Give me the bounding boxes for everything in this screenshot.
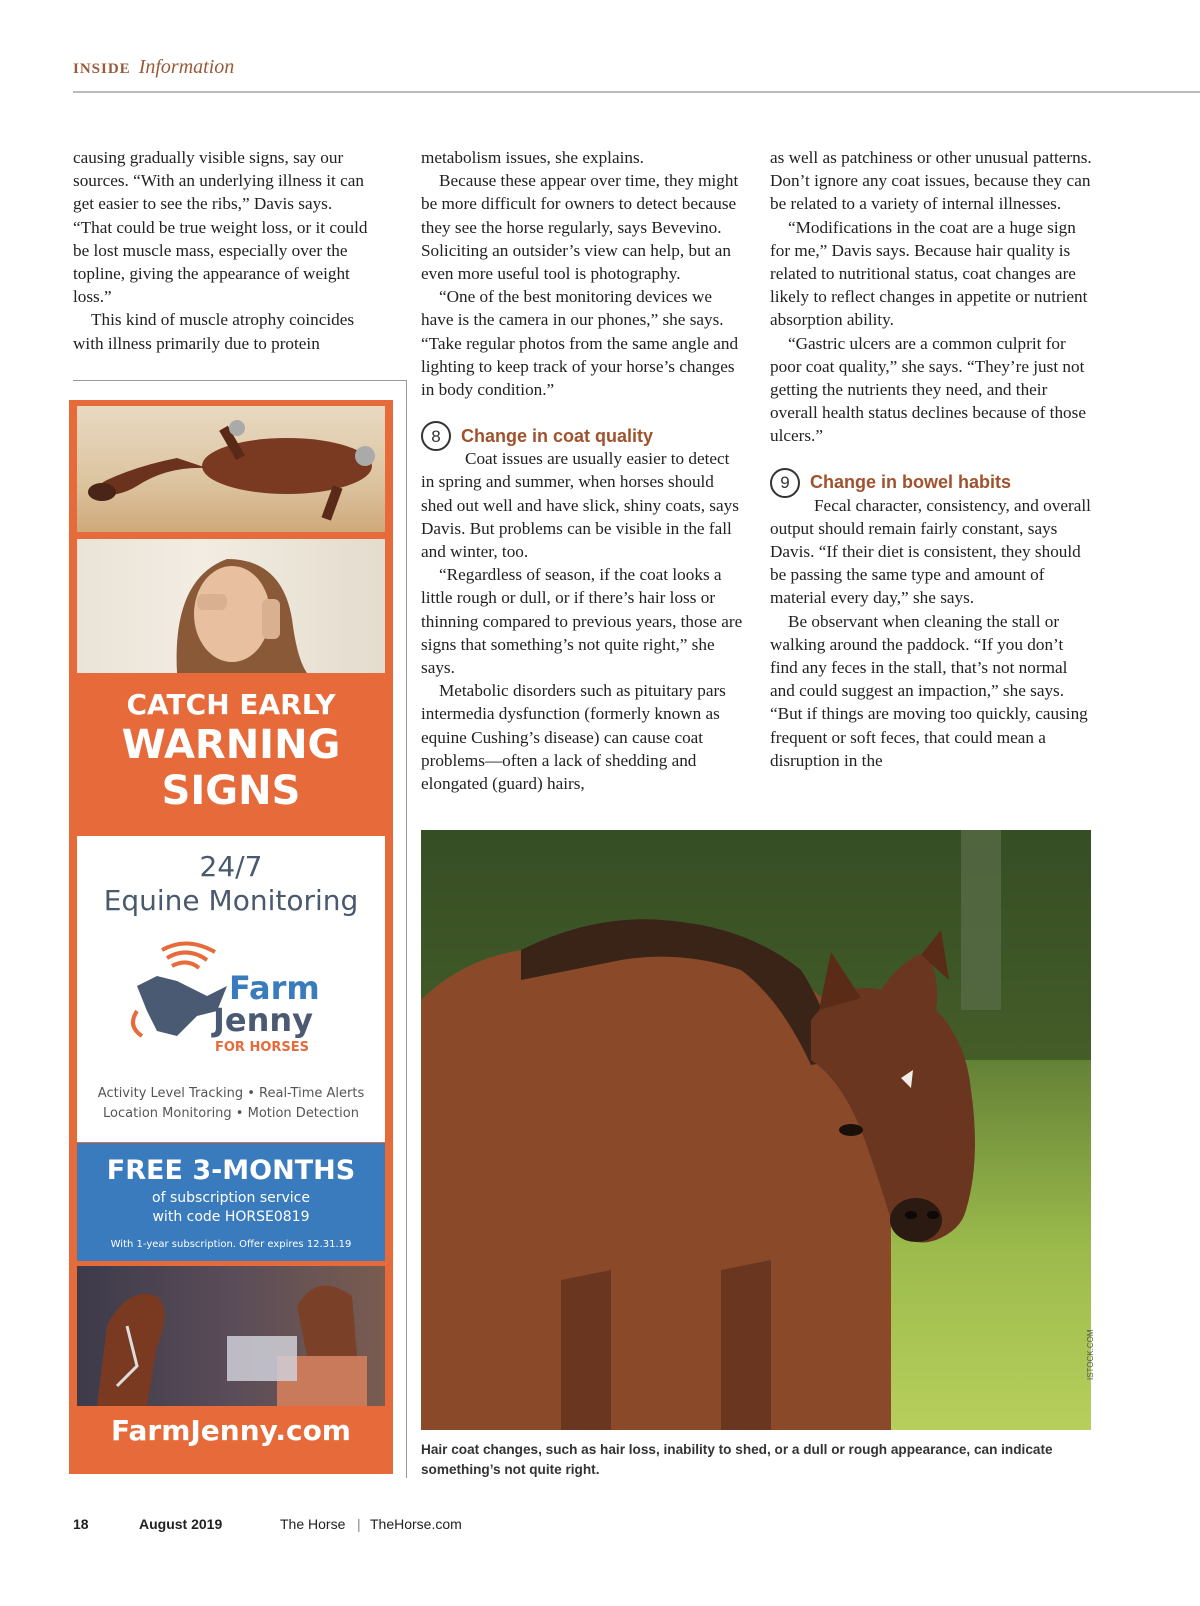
ad-offer-code: with code HORSE0819 (152, 1209, 310, 1225)
paragraph: “Modifications in the coat are a huge sign for me,” Davis says. Because hair quality is related to nutritional status, coat changes are likely to reflect changes in appetite or nutrient absorption ability. (770, 217, 1088, 330)
ad-feature-line: Location Monitoring • Motion Detection (103, 1106, 359, 1121)
horse-coat-photo (421, 830, 1091, 1430)
article-column-2 (421, 146, 743, 795)
farmjenny-logo (117, 936, 357, 1066)
brand-name-2: Jenny (213, 1001, 314, 1039)
article-column-1 (73, 146, 373, 355)
section-number-badge: 8 (421, 421, 451, 451)
worried-woman-photo (77, 539, 385, 673)
section-label: INSIDE (73, 61, 131, 77)
paragraph: “One of the best monitoring devices we have is the camera in our phones,” she says. “Take regular photos from the same angle and lighting to keep track of your horse’s changes in body condition.” (421, 287, 739, 400)
section-header (73, 56, 234, 79)
rolling-horse-photo (77, 406, 385, 532)
brand-tagline: FOR HORSES (215, 1040, 310, 1055)
horse-and-woman-photo (77, 1266, 385, 1406)
section-title: Change in coat quality (461, 425, 654, 446)
farmjenny-advertisement[interactable] (69, 400, 393, 1474)
ad-headline (69, 688, 393, 814)
brand-name-1: Farm (229, 969, 320, 1007)
ad-feature-line: Activity Level Tracking • Real-Time Alerts (97, 1086, 365, 1101)
section-number-badge: 9 (770, 468, 800, 498)
ad-offer-line: of subscription service (152, 1190, 310, 1206)
page-number: 18 (73, 1516, 89, 1532)
paragraph: metabolism issues, she explains. (421, 148, 644, 167)
ad-offer-panel (77, 1143, 385, 1261)
ad-offer-title: FREE 3-MONTHS (106, 1155, 356, 1186)
article-column-3 (770, 146, 1092, 772)
paragraph: Fecal character, consistency, and overall output should remain fairly constant, says Davis. “If their diet is consistent, they should be passing the same type and amount of material every day,” she says. (770, 495, 1091, 608)
ad-monitoring-title (77, 850, 385, 918)
ad-divider (406, 380, 407, 1478)
paragraph: Be observant when cleaning the stall or walking around the paddock. “If you don’t find any feces in the stall, that’s not normal and could suggest an impaction,” she says. “But if things are moving too quickly, causing frequent or soft feces, that could mean a disruption in the (770, 611, 1088, 770)
ad-feature-list (77, 1084, 385, 1124)
paragraph: as well as patchiness or other unusual patterns. Don’t ignore any coat issues, because they can be related to a variety of internal illnesses. (770, 148, 1092, 214)
photo-caption: Hair coat changes, such as hair loss, inability to shed, or a dull or rough appearance, can indicate something’s not quite right. (421, 1442, 1053, 1477)
paragraph: causing gradually visible signs, say our sources. “With an underlying illness it can get easier to see the ribs,” Davis says. “That could be true weight loss, or it could be lost muscle mass, especially over the topline, giving the appearance of weight loss.” (73, 148, 368, 307)
paragraph: Metabolic disorders such as pituitary pars intermedia dysfunction (formerly known as equine Cushing’s disease) can cause coat problems—often a lack of shedding and elongated (guard) hairs, (421, 681, 726, 794)
section-title: Change in bowel habits (810, 472, 1012, 493)
ad-product-panel (77, 836, 385, 1142)
ad-offer-subtitle (77, 1189, 385, 1227)
ad-headline-line: CATCH EARLY (126, 688, 336, 721)
paragraph: “Gastric ulcers are a common culprit for poor coat quality,” she says. “They’re just not getting the nutrients they need, and their overall health status declines because of those ulcers.” (770, 333, 1086, 446)
ad-website-link[interactable]: FarmJenny.com (111, 1414, 351, 1447)
ad-headline-line: SIGNS (161, 768, 301, 814)
photo-credit: ISTOCK.COM (1086, 1329, 1095, 1380)
ad-monitor-hours: 24/7 (199, 850, 263, 883)
ad-headline-line: WARNING (121, 722, 341, 768)
paragraph: Because these appear over time, they might be more difficult for owners to detect because they see the horse regularly, says Bevevino. Soliciting an outsider’s view can help, but an even more useful tool is photography. (421, 171, 739, 284)
magazine-name: The Horse (280, 1516, 346, 1532)
footer-separator: | (357, 1516, 361, 1532)
header-rule (73, 91, 1200, 93)
section-script-label: Information (138, 56, 235, 78)
paragraph: Coat issues are usually easier to detect in spring and summer, when horses should shed out well and have slick, shiny coats, says Davis. But problems can be visible in the fall and winter, too. (421, 449, 739, 562)
ad-monitor-label: Equine Monitoring (103, 884, 359, 917)
paragraph: “Regardless of season, if the coat looks a little rough or dull, or if there’s hair loss or thinning compared to previous years, those are signs that something’s not quite right,” she says. (421, 565, 743, 678)
issue-date: August 2019 (139, 1516, 223, 1532)
paragraph: This kind of muscle atrophy coincides with illness primarily due to protein (73, 310, 355, 353)
magazine-site: TheHorse.com (370, 1516, 462, 1532)
ad-offer-terms: With 1-year subscription. Offer expires 12.31.19 (110, 1239, 352, 1250)
ad-divider (73, 380, 407, 381)
